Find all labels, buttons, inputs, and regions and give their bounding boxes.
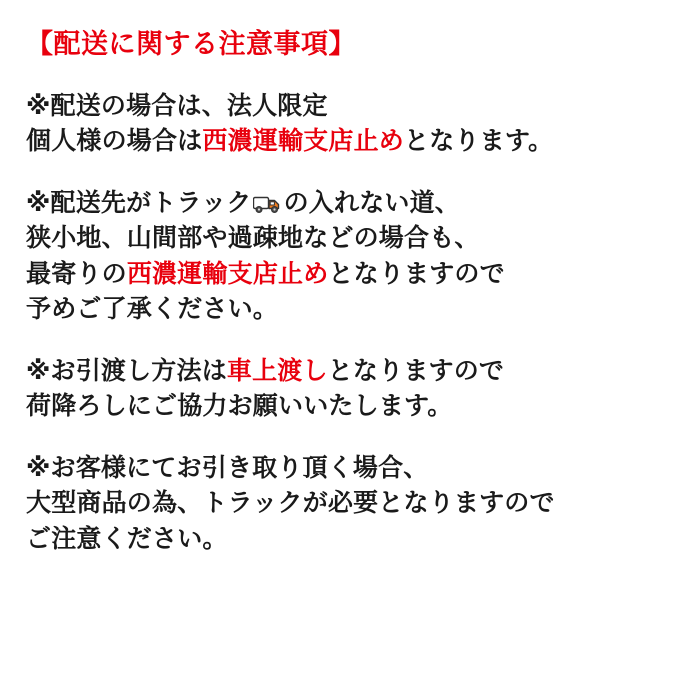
block-corporate-only <box>26 88 678 159</box>
page-title: 【配送に関する注意事項】 <box>26 29 356 60</box>
notice-text: 荷降ろしにご協力お願いいたします。 <box>26 391 453 421</box>
block-handover-method <box>26 353 678 424</box>
truck-icon <box>253 194 283 214</box>
notice-text: ※配送先がトラック <box>26 187 252 217</box>
notice-line <box>26 521 678 557</box>
notice-text: 個人様の場合は <box>26 126 203 156</box>
notice-line <box>26 123 678 159</box>
notice-text: ※配送の場合は、法人限定 <box>26 90 328 120</box>
notice-line <box>26 291 678 327</box>
notice-line <box>26 353 678 389</box>
notice-line <box>26 88 678 124</box>
notice-line <box>26 185 678 221</box>
notice-text: ※お客様にてお引き取り頂く場合、 <box>26 452 429 482</box>
notice-line <box>26 220 678 256</box>
notice-text: 予めご了承ください。 <box>26 294 279 324</box>
notice-text: ※お引渡し方法は <box>26 355 227 385</box>
block-delivery-area <box>26 185 678 327</box>
notice-line <box>26 450 678 486</box>
notice-text: 狭小地、山間部や過疎地などの場合も、 <box>26 223 480 253</box>
notice-text: 大型商品の為、トラックが必要となりますので <box>26 488 555 518</box>
emphasis-text: 西濃運輸支店止め <box>126 258 329 288</box>
notice-line <box>26 485 678 521</box>
emphasis-text: 車上渡し <box>226 355 328 385</box>
notice-text: ご注意ください。 <box>26 523 228 553</box>
notice-text: となります。 <box>404 126 554 156</box>
notice-text: 最寄りの <box>26 258 127 288</box>
notice-text: の入れない道、 <box>283 187 461 217</box>
block-customer-pickup <box>26 450 678 557</box>
emphasis-text: 西濃運輸支店止め <box>202 126 405 156</box>
notice-text: となりますので <box>327 355 505 385</box>
notice-text: となりますので <box>328 258 505 288</box>
notice-body <box>26 88 678 557</box>
notice-line <box>26 388 678 424</box>
notice-line <box>26 256 678 292</box>
